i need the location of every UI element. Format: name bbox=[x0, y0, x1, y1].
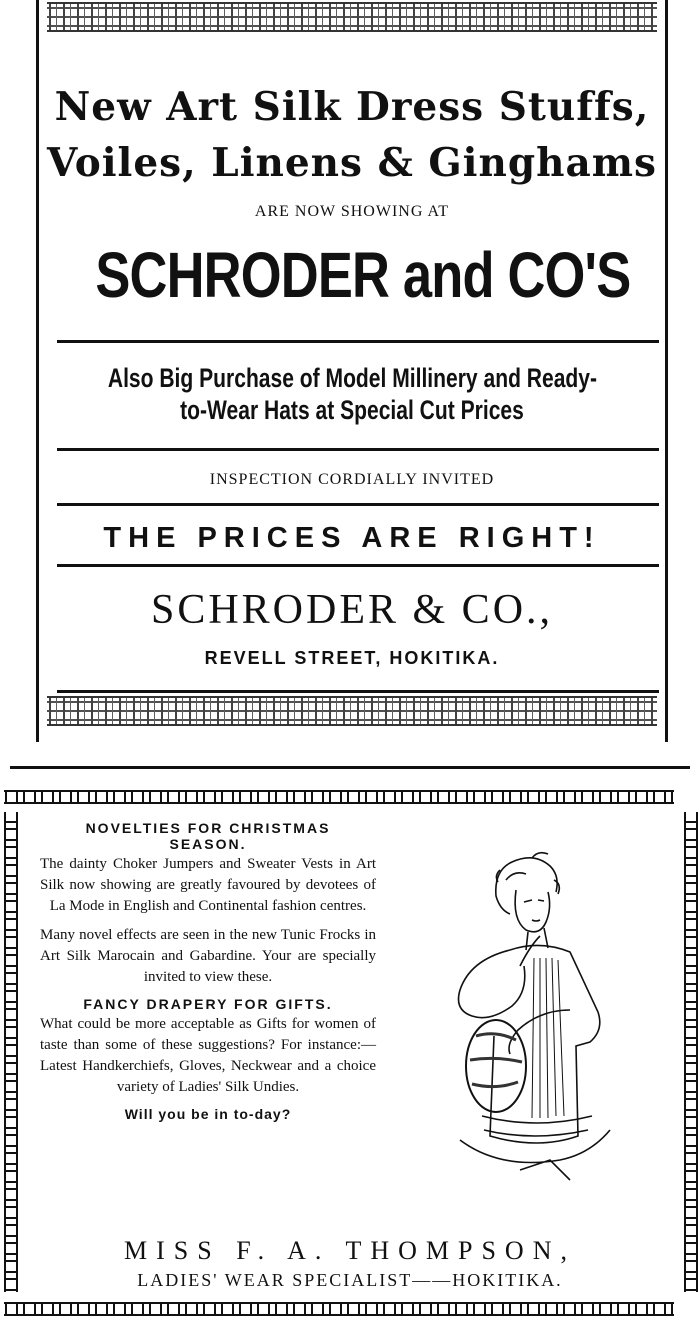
store-name-large: SCHRODER and CO'S bbox=[95, 239, 631, 311]
prices-slogan: THE PRICES ARE RIGHT! bbox=[103, 522, 601, 554]
christmas-heading-line-1: NOVELTIES FOR CHRISTMAS bbox=[85, 820, 331, 836]
thompson-advertisement bbox=[0, 776, 700, 1325]
right-square-border bbox=[684, 812, 698, 1292]
schroder-advertisement bbox=[36, 0, 668, 742]
jumpers-paragraph: The dainty Choker Jumpers and Sweater Vests in Art Silk now showing are greatly favoured by devotees of La Mode in English and Continental fashion centres. bbox=[40, 856, 376, 914]
headline-line-1: New Art Silk Dress Stuffs, bbox=[54, 84, 650, 130]
divider-5 bbox=[57, 690, 659, 693]
column-separator bbox=[10, 766, 690, 769]
now-showing-text: ARE NOW SHOWING AT bbox=[254, 203, 450, 220]
inspection-text: INSPECTION CORDIALLY INVITED bbox=[209, 471, 495, 488]
divider-2 bbox=[57, 448, 659, 451]
millinery-line-1: Also Big Purchase of Model Millinery and Ready- bbox=[107, 363, 598, 393]
headline-line-2: Voiles, Linens & Ginghams bbox=[47, 140, 657, 186]
divider-1 bbox=[57, 340, 659, 343]
store-name: SCHRODER & CO., bbox=[150, 587, 554, 633]
divider-4 bbox=[57, 564, 659, 567]
top-ornament-border bbox=[47, 2, 657, 32]
proprietor-tagline: LADIES' WEAR SPECIALIST——HOKITIKA. bbox=[137, 1270, 563, 1290]
bottom-square-border bbox=[4, 1302, 674, 1316]
store-address: REVELL STREET, HOKITIKA. bbox=[204, 648, 500, 668]
frocks-paragraph: Many novel effects are seen in the new Tunic Frocks in Art Silk Marocain and Gabardine. Your are specially invited to view these. bbox=[40, 927, 376, 985]
gifts-paragraph: What could be more acceptable as Gifts for women of taste than some of these suggestions? For instance:— Latest Handkerchiefs, Gloves, Neckwear and a choice variety of Ladies' Silk Undies. bbox=[40, 1016, 376, 1095]
divider-3 bbox=[57, 503, 659, 506]
woman-illustration bbox=[420, 840, 640, 1200]
top-square-border bbox=[4, 790, 674, 804]
millinery-line-2: to-Wear Hats at Special Cut Prices bbox=[180, 395, 524, 425]
text-column bbox=[40, 820, 376, 1122]
bottom-ornament-border bbox=[47, 696, 657, 726]
proprietor-name: MISS F. A. THOMPSON, bbox=[124, 1236, 576, 1265]
question-line: Will you be in to-day? bbox=[124, 1106, 292, 1122]
gifts-heading: FANCY DRAPERY FOR GIFTS. bbox=[83, 996, 333, 1012]
christmas-heading-line-2: SEASON. bbox=[169, 836, 247, 852]
left-square-border bbox=[4, 812, 18, 1292]
